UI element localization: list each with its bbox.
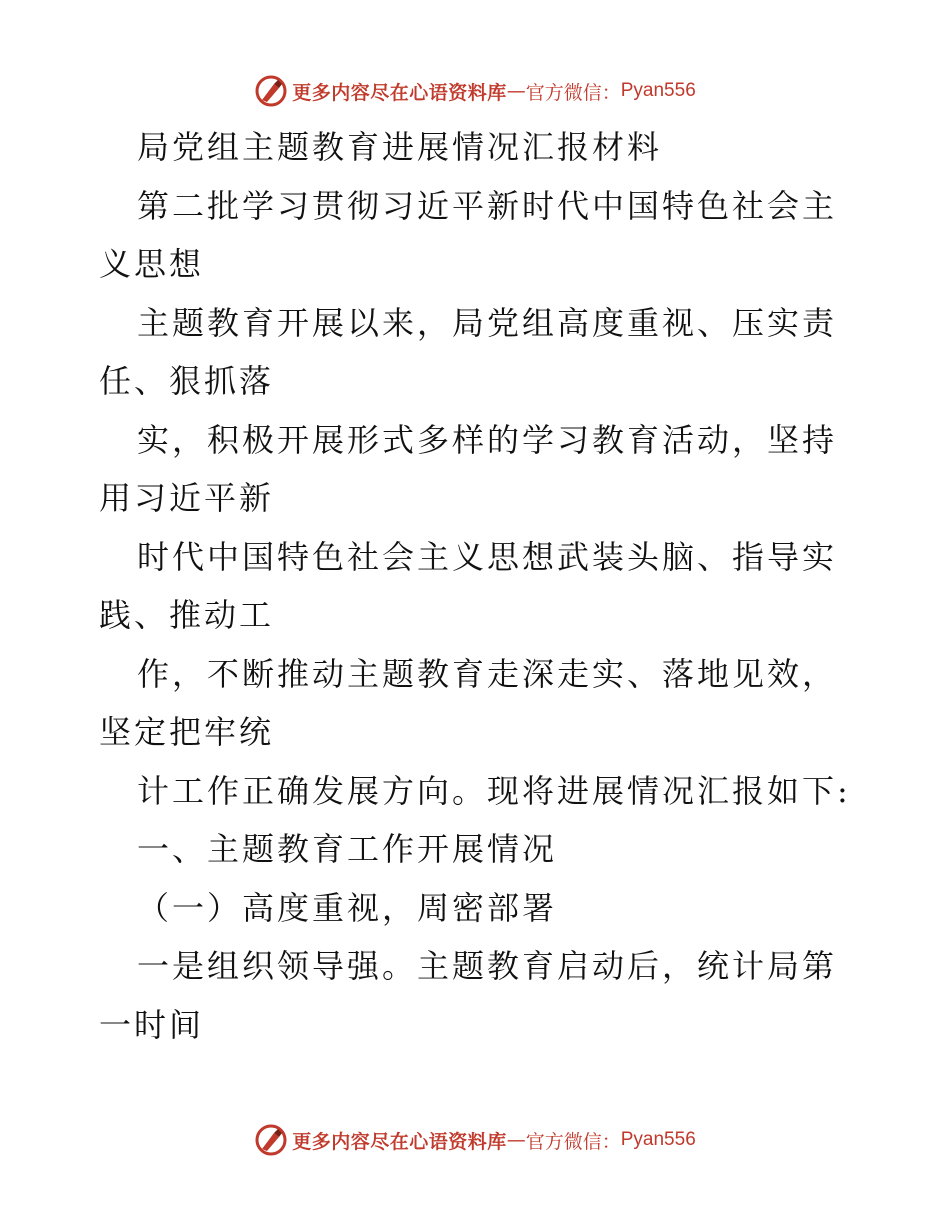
document-body	[99, 118, 859, 1054]
paragraph: 第二批学习贯彻习近平新时代中国特色社会主义思想	[99, 186, 838, 283]
watermark-label: 官方微信：	[525, 81, 621, 104]
footer-watermark	[0, 1120, 950, 1160]
watermark-separator: —	[506, 80, 526, 102]
section-heading: 一、主题教育工作开展情况	[137, 830, 558, 868]
paragraph: 实，积极开展形式多样的学习教育活动，坚持用习近平新	[99, 420, 838, 517]
watermark-text: 更多内容尽在心语资料库	[292, 81, 507, 104]
document-title: 局党组主题教育进展情况汇报材料	[137, 128, 663, 166]
watermark-text: 更多内容尽在心语资料库	[292, 1130, 507, 1153]
pen-logo-icon	[254, 74, 288, 108]
watermark-label: 官方微信：	[525, 1130, 621, 1153]
paragraph: 一是组织领导强。主题教育启动后，统计局第一时间	[99, 947, 838, 1044]
paragraph: 主题教育开展以来，局党组高度重视、压实责任、狠抓落	[99, 303, 838, 400]
pen-logo-icon	[254, 1123, 288, 1157]
header-watermark	[0, 71, 950, 111]
subsection-heading: （一）高度重视，周密部署	[137, 888, 558, 927]
watermark-id: Pyan556	[620, 80, 696, 101]
watermark-id: Pyan556	[620, 1129, 696, 1150]
paragraph: 作，不断推动主题教育走深走实、落地见效，坚定把牢统	[99, 654, 838, 751]
paragraph: 时代中国特色社会主义思想武装头脑、指导实践、推动工	[99, 537, 838, 634]
watermark-separator: —	[506, 1129, 526, 1151]
paragraph: 计工作正确发展方向。现将进展情况汇报如下:	[137, 771, 851, 810]
